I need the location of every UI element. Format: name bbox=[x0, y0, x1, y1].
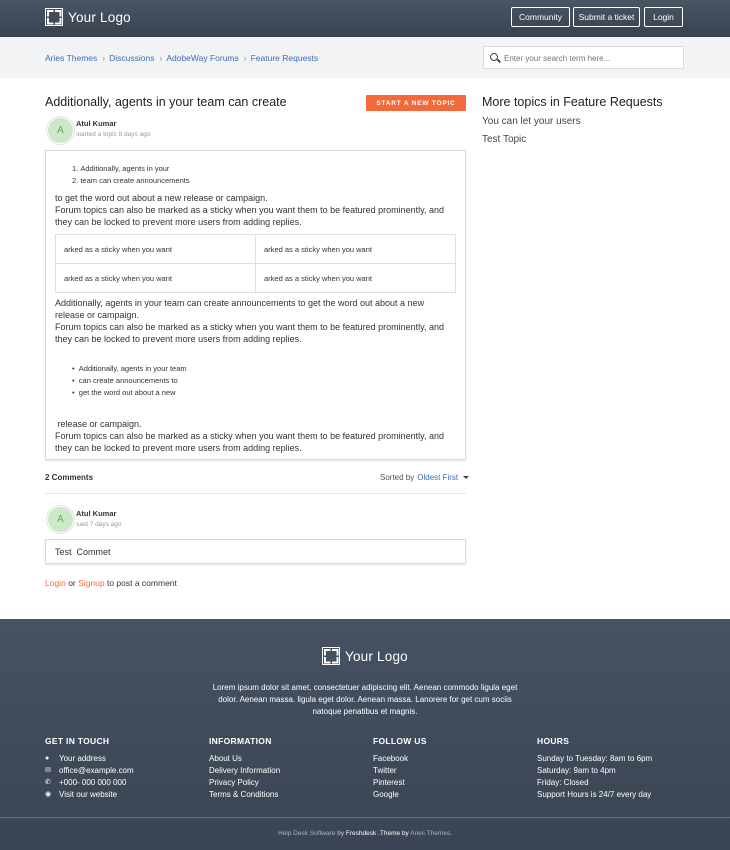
comment-author: Atul Kumar bbox=[76, 509, 117, 518]
email-link[interactable]: office@example.com bbox=[59, 766, 134, 775]
footer-heading: INFORMATION bbox=[209, 736, 272, 746]
table-cell: arked as a sticky when you want bbox=[56, 264, 256, 293]
paragraph: to get the word out about a new release or campaign. Forum topics can also be marked as a sticky when you want them to be featured prominently, and they can be locked to prevent more users from adding replies. bbox=[55, 193, 445, 227]
sidebar-title: More topics in Feature Requests bbox=[482, 95, 663, 109]
site-logo[interactable] bbox=[45, 8, 131, 26]
bullet-list bbox=[72, 363, 187, 399]
breadcrumb-separator: › bbox=[102, 53, 106, 63]
envelope-icon: ✉ bbox=[45, 767, 51, 774]
website-link[interactable]: Visit our website bbox=[59, 790, 118, 799]
topic-title: Additionally, agents in your team can create bbox=[45, 95, 287, 109]
footer-link[interactable]: Delivery Information bbox=[209, 766, 281, 775]
phone-icon: ✆ bbox=[45, 779, 51, 786]
footer-about: Lorem ipsum dolor sit amet, consectetuer adipiscing elit. Aenean commodo ligula eget dolor. Aenean massa. ligula eget dolor. Aenean massa. Lanorere for get cum sociis natoque penatibus et magnis. bbox=[212, 683, 518, 716]
footer-link[interactable]: Terms & Conditions bbox=[209, 790, 279, 799]
sort-label: Sorted by bbox=[380, 473, 415, 482]
footer-heading: FOLLOW US bbox=[373, 736, 427, 746]
list-item: • Additionally, agents in your team bbox=[72, 364, 187, 373]
breadcrumb-item[interactable]: Discussions bbox=[109, 53, 155, 63]
signup-link[interactable]: Signup bbox=[78, 578, 105, 588]
ordered-list bbox=[72, 163, 190, 187]
login-prompt: Login or Signup to post a comment bbox=[45, 578, 177, 588]
footer-heading: HOURS bbox=[537, 736, 570, 746]
search-icon[interactable] bbox=[490, 53, 498, 61]
avatar: A bbox=[47, 117, 74, 144]
breadcrumb-separator: › bbox=[243, 53, 247, 63]
site-footer bbox=[0, 619, 730, 850]
list-item: • get the word out about a new bbox=[72, 388, 176, 397]
social-link[interactable]: Google bbox=[373, 790, 399, 799]
breadcrumb bbox=[45, 53, 318, 63]
logo-mark-icon bbox=[45, 8, 63, 26]
table-cell: arked as a sticky when you want bbox=[56, 235, 256, 264]
comments-count: 2 Comments bbox=[45, 473, 94, 482]
footer-hours: HOURS Sunday to Tuesday: 8am to 6pm Saturday: 9am to 4pm Friday: Closed Support Hours is 24/7 every day bbox=[537, 736, 653, 799]
list-item: • can create announcements to bbox=[72, 376, 178, 385]
divider bbox=[45, 493, 466, 494]
breadcrumb-item[interactable]: Feature Requests bbox=[250, 53, 319, 63]
footer-link[interactable]: Privacy Policy bbox=[209, 778, 259, 787]
logo-text: Your Logo bbox=[68, 9, 131, 25]
search-box bbox=[483, 46, 684, 69]
aries-themes-link[interactable]: Aries Themes bbox=[410, 830, 451, 837]
logo-mark-icon bbox=[322, 647, 340, 665]
sort-option[interactable]: Oldest First bbox=[417, 473, 459, 482]
social-link[interactable]: Pinterest bbox=[373, 778, 405, 787]
social-link[interactable]: Twitter bbox=[373, 766, 397, 775]
footer-logo[interactable] bbox=[322, 647, 408, 665]
content-table bbox=[55, 234, 456, 293]
comment-body: Test Commet bbox=[45, 539, 466, 564]
table-row bbox=[56, 235, 456, 264]
paragraph: release or campaign. Forum topics can also be marked as a sticky when you want them to be featured prominently, and they can be locked to prevent more users from adding replies. bbox=[55, 419, 445, 453]
footer-information bbox=[209, 736, 280, 801]
login-link[interactable]: Login bbox=[45, 578, 66, 588]
sort-control[interactable] bbox=[380, 473, 469, 482]
footer-divider bbox=[0, 817, 730, 818]
social-link[interactable]: Facebook bbox=[373, 754, 409, 763]
footer-get-in-touch: GET IN TOUCH ● Your address ✉ office@example.com ✆ +000- 000 000 000 ◉ Visit our website bbox=[45, 736, 134, 799]
map-marker-icon: ● bbox=[45, 755, 50, 762]
logo-text: Your Logo bbox=[345, 648, 408, 664]
helpdesk-link[interactable]: Help Desk Software bbox=[277, 830, 336, 837]
breadcrumb-item[interactable]: Aries Themes bbox=[45, 53, 98, 63]
footer-follow-us bbox=[373, 736, 427, 801]
list-item: 2. team can create announcements bbox=[72, 176, 190, 185]
topic-author: Atul Kumar bbox=[76, 119, 117, 128]
list-item: 1. Additionally, agents in your bbox=[72, 164, 170, 173]
related-topic-link[interactable]: Test Topic bbox=[482, 134, 527, 145]
submit-ticket-button[interactable]: Submit a ticket bbox=[573, 7, 640, 27]
caret-down-icon[interactable] bbox=[463, 476, 469, 479]
comment-meta: said 7 days ago bbox=[76, 521, 122, 528]
table-cell: arked as a sticky when you want bbox=[256, 264, 456, 293]
paragraph: Additionally, agents in your team can create announcements to get the word out about a new release or campaign. Forum topics can also be marked as a sticky when you want them to be featured prominently, and they can be locked to prevent more users from adding replies. bbox=[55, 298, 445, 344]
breadcrumb-item[interactable]: AdobeWay Forums bbox=[166, 53, 239, 63]
breadcrumb-separator: › bbox=[159, 53, 163, 63]
search-input[interactable] bbox=[504, 50, 679, 66]
community-button[interactable]: Community bbox=[511, 7, 570, 27]
site-header bbox=[0, 0, 730, 37]
topic-meta: started a topic 8 days ago bbox=[76, 131, 151, 138]
table-cell: arked as a sticky when you want bbox=[256, 235, 456, 264]
login-button[interactable]: Login bbox=[644, 7, 683, 27]
avatar: A bbox=[47, 506, 74, 533]
copyright: Help Desk Software by Freshdesk .Theme by Aries Themes. bbox=[277, 830, 453, 837]
freshdesk-link[interactable]: Freshdesk bbox=[345, 830, 377, 837]
globe-icon: ◉ bbox=[45, 791, 52, 798]
footer-link[interactable]: About Us bbox=[209, 754, 242, 763]
start-new-topic-button[interactable]: START A NEW TOPIC bbox=[366, 95, 466, 111]
related-topic-link[interactable]: You can let your users bbox=[482, 116, 581, 127]
topic-body bbox=[45, 150, 466, 460]
table-row bbox=[56, 264, 456, 293]
footer-heading: GET IN TOUCH bbox=[45, 736, 110, 746]
